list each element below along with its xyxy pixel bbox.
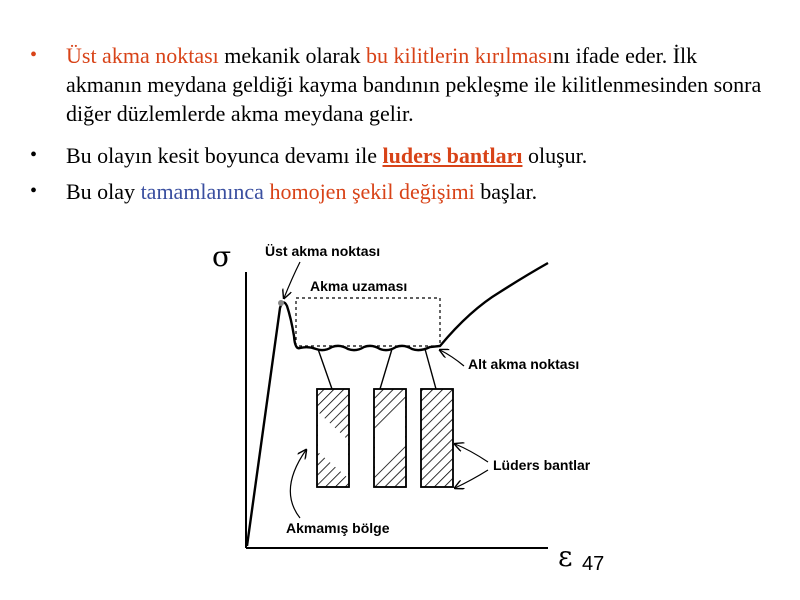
luders-arrow <box>455 444 488 462</box>
specimen-3 <box>421 389 453 487</box>
connector-line <box>318 349 332 389</box>
yielded-region-arrow <box>290 450 306 518</box>
text-span: mekanik olarak <box>218 43 366 68</box>
label-yield-elongation: Akma uzaması <box>310 278 408 294</box>
text-span: bu kilitlerin kırılması <box>366 43 553 68</box>
text-span: başlar. <box>474 179 538 204</box>
sigma-symbol: σ <box>212 240 232 273</box>
text-span: homojen şekil değişimi <box>269 179 475 204</box>
text-span: Bu olay <box>66 179 141 204</box>
text-span: luders bantları <box>382 143 523 168</box>
page-number: 47 <box>582 553 605 575</box>
specimen-1 <box>317 389 349 487</box>
label-yielded-region: Akmamış bölge <box>286 520 390 536</box>
label-lower-yield: Alt akma noktası <box>468 356 580 372</box>
specimen-2 <box>374 389 406 487</box>
text-span: oluşur. <box>522 143 588 168</box>
text-span: nı ifade eder. İlk akmanın meydana geldiği kayma bandının pekleşme ile kilitlenmesinden sonra diğer düzlemlerde akma meydana gelir. <box>66 43 762 126</box>
luders-arrow <box>455 470 488 488</box>
upper-yield-point-marker <box>278 300 284 306</box>
bullet-dot: • <box>30 44 38 66</box>
upper-yield-arrow <box>284 262 300 298</box>
yield-elongation-box <box>296 298 440 346</box>
bullet-dot: • <box>30 144 38 166</box>
lower-yield-arrow <box>440 350 464 366</box>
text-span: tamamlanınca <box>140 179 264 204</box>
epsilon-symbol: ε <box>558 540 573 573</box>
label-upper-yield: Üst akma noktası <box>265 243 381 259</box>
connector-line <box>425 349 436 389</box>
text-span: Bu olayın kesit boyunca devamı ile <box>66 143 383 168</box>
text-span: Üst akma noktası <box>66 43 219 68</box>
label-luders-bands: Lüders bantlar <box>493 457 591 473</box>
connector-line <box>380 349 392 389</box>
bullet-dot: • <box>30 180 38 202</box>
